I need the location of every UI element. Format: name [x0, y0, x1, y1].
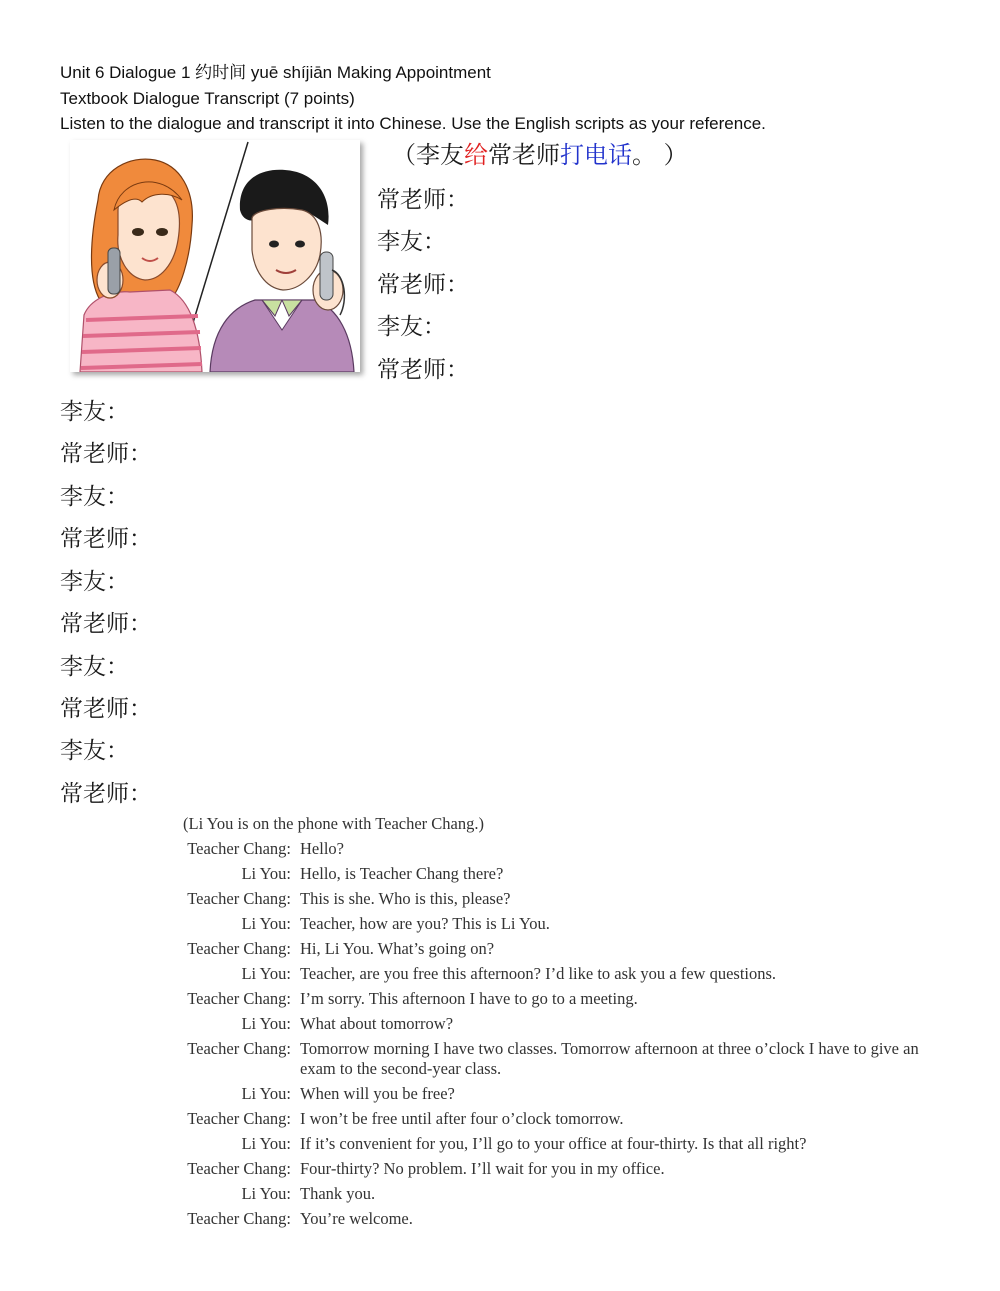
speaker-label: 常老师：	[377, 187, 469, 213]
header-instructions: Listen to the dialogue and transcript it into Chinese. Use the English scripts as your reference.	[60, 114, 766, 133]
scene-description	[392, 138, 688, 172]
speaker-label: 李友：	[377, 314, 446, 340]
speaker-label: 李友：	[60, 399, 129, 425]
transcript-line	[183, 1011, 923, 1036]
transcript-line	[183, 1181, 923, 1206]
transcript-line	[183, 986, 923, 1011]
transcript-line	[183, 1036, 923, 1081]
transcript-text: Hello, is Teacher Chang there?	[300, 863, 504, 883]
speaker-label: 李友：	[60, 569, 129, 595]
transcript-text: I’m sorry. This afternoon I have to go to a meeting.	[300, 988, 638, 1008]
transcript-text: I won’t be free until after four o’clock tomorrow.	[300, 1108, 624, 1128]
speaker-label: 常老师：	[377, 272, 469, 298]
transcript-speaker: Teacher Chang:	[187, 888, 291, 908]
speaker-label: 常老师：	[60, 611, 152, 637]
transcript-line	[183, 861, 923, 886]
worksheet-header	[60, 60, 766, 137]
transcript-text: If it’s convenient for you, I’ll go to your office at four-thirty. Is that all right?	[300, 1133, 807, 1153]
transcript-speaker: Li You:	[241, 1183, 291, 1203]
scene-gei: 给	[464, 141, 488, 169]
speaker-label: 常老师：	[60, 441, 152, 467]
transcript-speaker: Li You:	[241, 963, 291, 983]
transcript-speaker: Li You:	[241, 1133, 291, 1153]
english-transcript	[183, 811, 923, 1231]
transcript-text: Tomorrow morning I have two classes. Tomorrow afternoon at three o’clock I have to give an exam to the second-year class.	[300, 1038, 919, 1078]
scene-close-paren: 。 ）	[632, 141, 688, 169]
transcript-line	[183, 961, 923, 986]
transcript-text: When will you be free?	[300, 1083, 455, 1103]
transcript-speaker: Teacher Chang:	[187, 988, 291, 1008]
phone-call-illustration	[70, 140, 360, 372]
transcript-line	[183, 1106, 923, 1131]
transcript-line	[183, 936, 923, 961]
transcript-line	[183, 1156, 923, 1181]
transcript-text: This is she. Who is this, please?	[300, 888, 511, 908]
transcript-text: Hi, Li You. What’s going on?	[300, 938, 495, 958]
scene-open-paren: （	[392, 141, 416, 169]
scene-make-call: 打电话	[560, 141, 632, 169]
transcript-speaker: Teacher Chang:	[187, 1208, 291, 1228]
transcript-text: Hello?	[300, 838, 344, 858]
transcript-speaker: Teacher Chang:	[187, 1108, 291, 1128]
transcript-speaker: Teacher Chang:	[187, 938, 291, 958]
transcript-text: Thank you.	[300, 1183, 376, 1203]
speaker-label: 常老师：	[60, 696, 152, 722]
transcript-speaker: Li You:	[241, 1083, 291, 1103]
transcript-line	[183, 911, 923, 936]
transcript-speaker: Teacher Chang:	[187, 1158, 291, 1178]
speaker-label: 李友：	[377, 229, 446, 255]
speaker-label: 常老师：	[60, 781, 152, 807]
transcript-text: You’re welcome.	[300, 1208, 413, 1228]
transcript-speaker: Li You:	[241, 1013, 291, 1033]
header-title: Unit 6 Dialogue 1 约时间 yuē shíjiān Making Appointment	[60, 63, 491, 82]
transcript-intro: (Li You is on the phone with Teacher Chang.)	[183, 814, 484, 833]
transcript-speaker: Teacher Chang:	[187, 838, 291, 858]
speaker-label: 李友：	[60, 738, 129, 764]
speaker-label: 李友：	[60, 654, 129, 680]
speaker-label: 常老师：	[377, 357, 469, 383]
transcript-speaker: Li You:	[241, 863, 291, 883]
transcript-speaker: Teacher Chang:	[187, 1038, 291, 1058]
transcript-text: Four-thirty? No problem. I’ll wait for you in my office.	[300, 1158, 665, 1178]
transcript-text: Teacher, how are you? This is Li You.	[300, 913, 550, 933]
scene-li-you: 李友	[416, 141, 464, 169]
scene-teacher-chang: 常老师	[488, 141, 560, 169]
transcript-line	[183, 836, 923, 861]
header-subtitle: Textbook Dialogue Transcript (7 points)	[60, 88, 355, 108]
transcript-text: Teacher, are you free this afternoon? I’d like to ask you a few questions.	[300, 963, 777, 983]
transcript-line	[183, 886, 923, 911]
speaker-label: 常老师：	[60, 526, 152, 552]
transcript-line	[183, 1206, 923, 1231]
transcript-line	[183, 1131, 923, 1156]
speaker-label: 李友：	[60, 484, 129, 510]
transcript-text: What about tomorrow?	[300, 1013, 454, 1033]
transcript-line	[183, 1081, 923, 1106]
phone-call-illustration-svg	[70, 140, 360, 372]
transcript-speaker: Li You:	[241, 913, 291, 933]
